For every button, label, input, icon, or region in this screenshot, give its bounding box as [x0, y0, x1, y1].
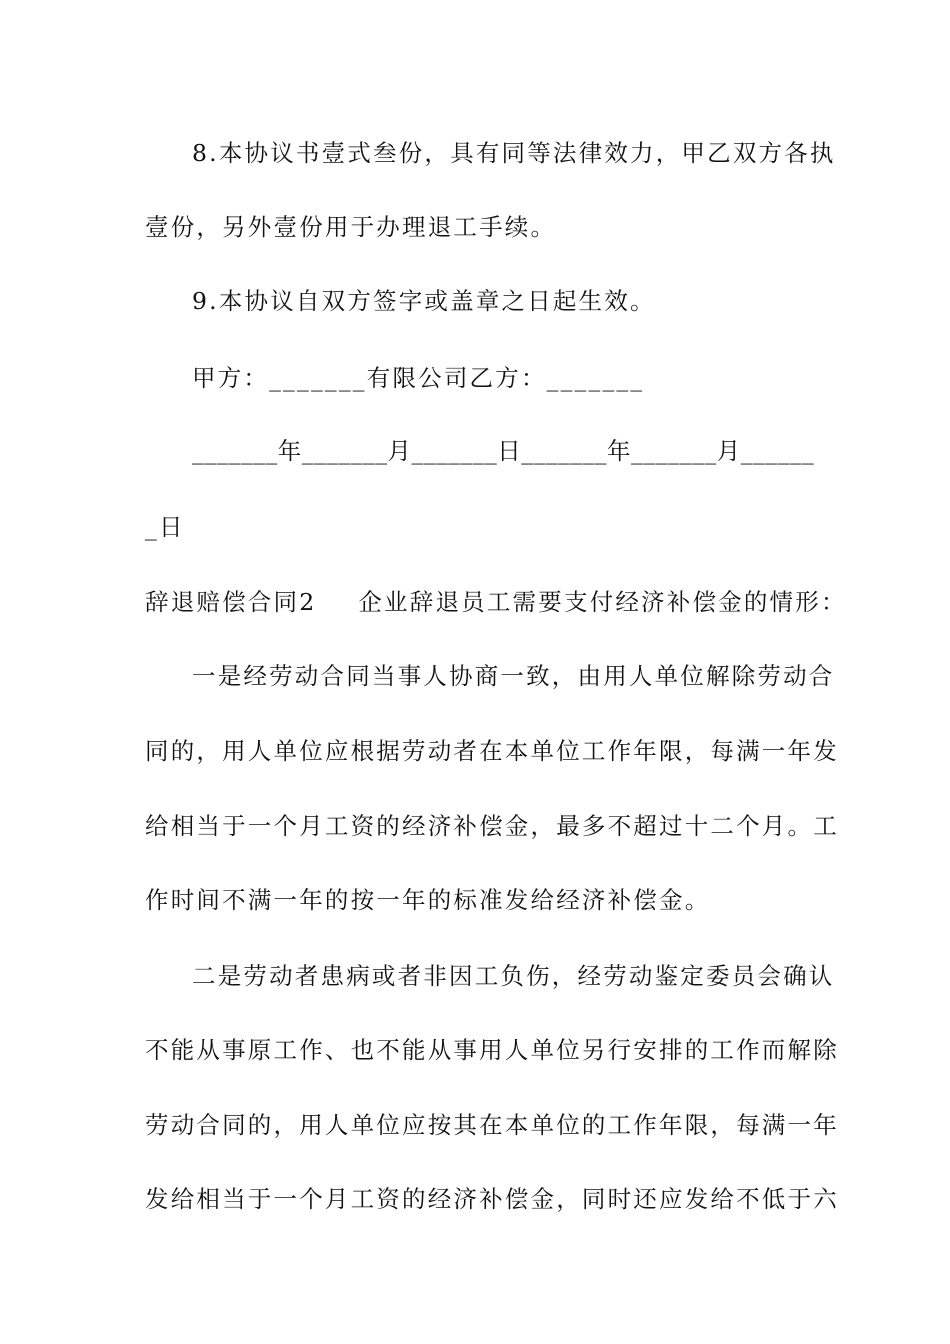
paragraph-line: 发给相当于一个月工资的经济补偿金，同时还应发给不低于六 [145, 1185, 839, 1213]
paragraph-line: 劳动合同的，用人单位应按其在本单位的工作年限，每满一年 [145, 1111, 839, 1139]
paragraph-line: 9.本协议自双方签字或盖章之日起生效。 [192, 287, 656, 315]
paragraph-line: 作时间不满一年的按一年的标准发给经济补偿金。 [145, 886, 711, 914]
paragraph-line: 二是劳动者患病或者非因工负伤，经劳动鉴定委员会确认 [192, 962, 835, 990]
paragraph-line: 8.本协议书壹式叁份，具有同等法律效力，甲乙双方各执 [192, 139, 836, 167]
paragraph-line: 给相当于一个月工资的经济补偿金，最多不超过十二个月。工 [145, 812, 839, 840]
paragraph-line: 不能从事原工作、也不能从事用人单位另行安排的工作而解除 [145, 1036, 839, 1064]
date-line: _日 [145, 513, 185, 541]
paragraph-line: 一是经劳动合同当事人协商一致，由用人单位解除劳动合 [192, 662, 835, 690]
paragraph-line: 同的，用人单位应根据劳动者在本单位工作年限，每满一年发 [145, 737, 839, 765]
signature-line: 甲方：_______有限公司乙方：_______ [192, 364, 645, 392]
section-heading-line [145, 587, 847, 617]
section-intro: 企业辞退员工需要支付经济补偿金的情形： [358, 588, 847, 616]
paragraph-line: 壹份，另外壹份用于办理退工手续。 [145, 213, 557, 241]
date-line: _______年_______月_______日_______年_______月______ [192, 437, 815, 465]
section-title: 辞退赔偿合同2 [145, 588, 317, 616]
